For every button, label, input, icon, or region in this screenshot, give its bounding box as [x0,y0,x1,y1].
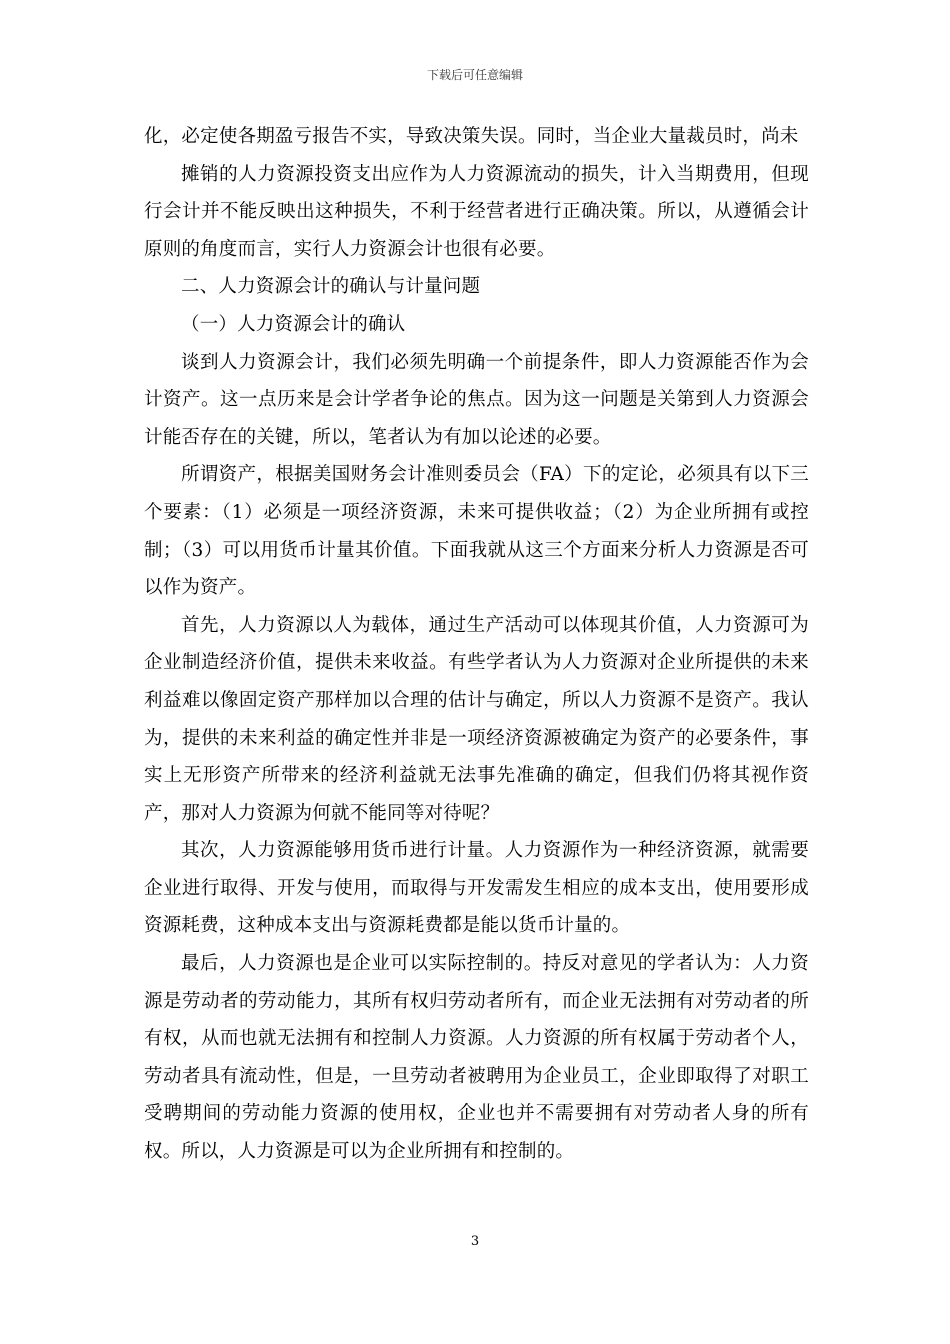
paragraph-continuation: 化，必定使各期盈亏报告不实，导致决策失误。同时，当企业大量裁员时，尚未 [144,126,799,147]
paragraph-last: 最后，人力资源也是企业可以实际控制的。持反对意见的学者认为：人力资源是劳动者的劳动能力，其所有权归劳动者所有，而企业无法拥有对劳动者的所有权，从而也就无法拥有和控制人力资源。人力资源的所有权属于劳动者个人，劳动者具有流动性，但是，一旦劳动者被聘用为企业员工，企业即取得了对职工受聘期间的劳动能力资源的使用权，企业也并不需要拥有对劳动者人身的所有权。所以，人力资源是可以为企业所拥有和控制的。 [144,953,809,1163]
paragraph-second: 其次，人力资源能够用货币进行计量。人力资源作为一种经济资源，就需要企业进行取得、开发与使用，而取得与开发需发生相应的成本支出，使用要形成资源耗费，这种成本支出与资源耗费都是能以货币计量的。 [144,840,809,937]
page-header-note: 下载后可任意编辑 [426,68,523,82]
section-heading: 二、人力资源会计的确认与计量问题 [181,276,481,298]
subsection-heading: （一）人力资源会计的确认 [181,313,406,335]
paragraph-amortization: 摊销的人力资源投资支出应作为人力资源流动的损失，计入当期费用，但现行会计并不能反映出这种损失，不利于经营者进行正确决策。所以，从遵循会计原则的角度而言，实行人力资源会计也很有必要。 [144,163,809,260]
paragraph-asset-definition: 所谓资产，根据美国财务会计准则委员会（FA）下的定论，必须具有以下三个要素：（1）必须是一项经济资源，未来可提供收益；（2）为企业所拥有或控制；（3）可以用货币计量其价值。下面我就从这三个方面来分析人力资源是否可以作为资产。 [144,464,809,599]
document-body [144,118,809,1171]
paragraph-premise: 谈到人力资源会计，我们必须先明确一个前提条件，即人力资源能否作为会计资产。这一点历来是会计学者争论的焦点。因为这一问题是关第到人力资源会计能否存在的关键，所以，笔者认为有加以论述的必要。 [144,351,809,448]
paragraph-first: 首先，人力资源以人为载体，通过生产活动可以体现其价值，人力资源可为企业制造经济价值，提供未来收益。有些学者认为人力资源对企业所提供的未来利益难以像固定资产那样加以合理的估计与确定，所以人力资源不是资产。我认为，提供的未来利益的确定性并非是一项经济资源被确定为资产的必要条件，事实上无形资产所带来的经济利益就无法事先准确的确定，但我们仍将其视作资产，那对人力资源为何就不能同等对待呢？ [144,614,809,824]
page-number: 3 [470,1234,480,1249]
